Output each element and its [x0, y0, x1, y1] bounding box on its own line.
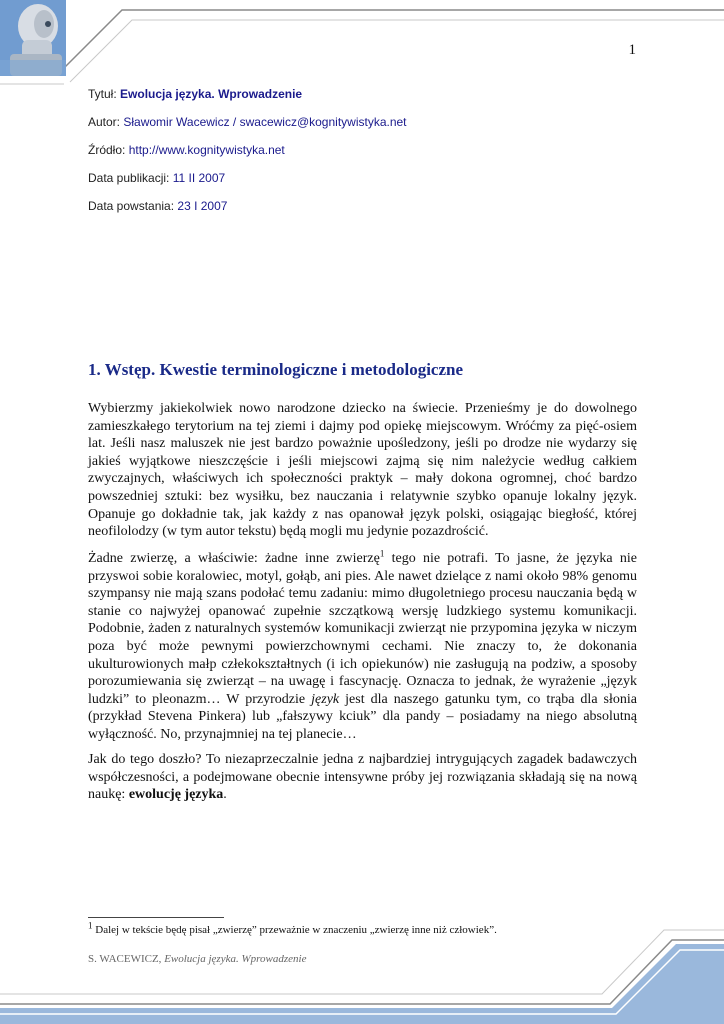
meta-created-label: Data powstania:: [88, 199, 175, 213]
meta-published: [88, 171, 225, 185]
paragraph-3: [88, 751, 637, 804]
meta-title: [88, 87, 302, 101]
meta-source: [88, 143, 285, 157]
page-footer: [88, 953, 306, 965]
paragraph-1: Wybierzmy jakiekolwiek nowo narodzone dziecko na świecie. Przenieśmy je do dowolnego zamieszkałego terytorium na tej ziemi i dajmy pod opiekę miejscowym. Wróćmy za pięć-osiem lat. Jeśli nasz maluszek nie jest bardzo poważnie upośledzony, jeśli po drodze nie wydarzy się jakieś wyjątkowe nieszczęście i jeśli miejscowi zajmą się nim należycie według całkiem zwyczajnych, właściwych ich społeczności praktyk – mały dokona ogromnej, choć bardzo powszedniej sztuki: bez wysiłku, bez nauczania i relatywnie szybko opanuje lokalny język. Opanuje go dokładnie tak, jak każdy z nas opanował język polski, osiągając biegłość, której neofilolodzy (w tym autor tekstu) będą mogli mu jedynie pozazdrościć.: [88, 401, 637, 540]
meta-title-value: Ewolucja języka. Wprowadzenie: [120, 87, 303, 101]
footnote: [88, 920, 497, 936]
meta-published-value: 11 II 2007: [172, 171, 226, 185]
meta-source-label: Źródło:: [88, 143, 126, 157]
paragraph-3-part-2: .: [223, 787, 227, 803]
paragraph-2-part-2: tego nie potrafi. To jasne, że języka nie przyswoi sobie koralowiec, motyl, gołąb, ani pies. Ale nawet dzielące z nami około 98% genomu szympansy nie mają szans podołać temu zadaniu: mimo długoletniego procesu nauczania będą w stanie co najwyżej opanować zupełnie szczątkową wersję ludzkiego systemu komunikacji. Podobnie, żaden z naturalnych systemów komunikacji zwierząt nie przypomina języka w niczym poza być może pewnymi powierzchownymi cechami. Nie znaczy to, że dokonania ukulturowionych małp człekokształtnych (i ich opiekunów) nie zasługują na podziw, a sposoby porozumiewania się zwierząt – na uwagę i fascynację. Oznacza to jednak, że wyrażenie „język ludzki” to pleonazm… W przyrodzie: [88, 551, 637, 707]
meta-title-label: Tytuł:: [88, 87, 117, 101]
paragraph-2-part-3: jest dla naszego gatunku tym, co trąba dla słonia (przykład Stevena Pinkera) lub „fałszywy kciuk” dla pandy – posiadamy na niego absolutną wyłączność. No, przynajmniej na tej planecie…: [88, 691, 637, 742]
paragraph-2-italic: język: [311, 691, 340, 707]
meta-author: [88, 115, 407, 129]
paragraph-2-part-1: Żadne zwierzę, a właściwie: żadne inne zwierzę: [88, 551, 380, 566]
section-heading: 1. Wstęp. Kwestie terminologiczne i metodologiczne: [88, 360, 464, 379]
meta-created-value: 23 I 2007: [177, 199, 228, 213]
meta-created: [88, 199, 227, 213]
meta-author-value[interactable]: Sławomir Wacewicz / swacewicz@kognitywistyka.net: [123, 115, 407, 129]
footnote-text: Dalej w tekście będę pisał „zwierzę” przeważnie w znaczeniu „zwierzę inne niż człowiek”.: [92, 924, 497, 936]
footer-title: Ewolucja języka. Wprowadzenie: [164, 953, 307, 965]
meta-source-link[interactable]: http://www.kognitywistyka.net: [128, 143, 285, 157]
paragraph-2: [88, 550, 637, 744]
footer-band: [0, 930, 724, 1024]
paragraph-3-bold: ewolucję języka: [128, 787, 224, 803]
header-band: [0, 0, 724, 84]
footnote-marker: 1: [88, 920, 93, 931]
robot-face-image: [0, 0, 66, 76]
meta-published-label: Data publikacji:: [88, 171, 170, 185]
page-number: 1: [628, 42, 636, 58]
footnote-reference[interactable]: 1: [379, 548, 385, 559]
footer-author: S. WACEWICZ,: [88, 953, 165, 965]
meta-author-label: Autor:: [88, 115, 121, 129]
paragraph-3-part-1: Jak do tego doszło? To niezaprzeczalnie jedna z najbardziej intrygujących zagadek badawczych współczesności, a podejmowane obecnie intensywne próby jej rozwiązania składają się na nową naukę:: [88, 752, 637, 803]
footnote-separator: [88, 917, 224, 918]
